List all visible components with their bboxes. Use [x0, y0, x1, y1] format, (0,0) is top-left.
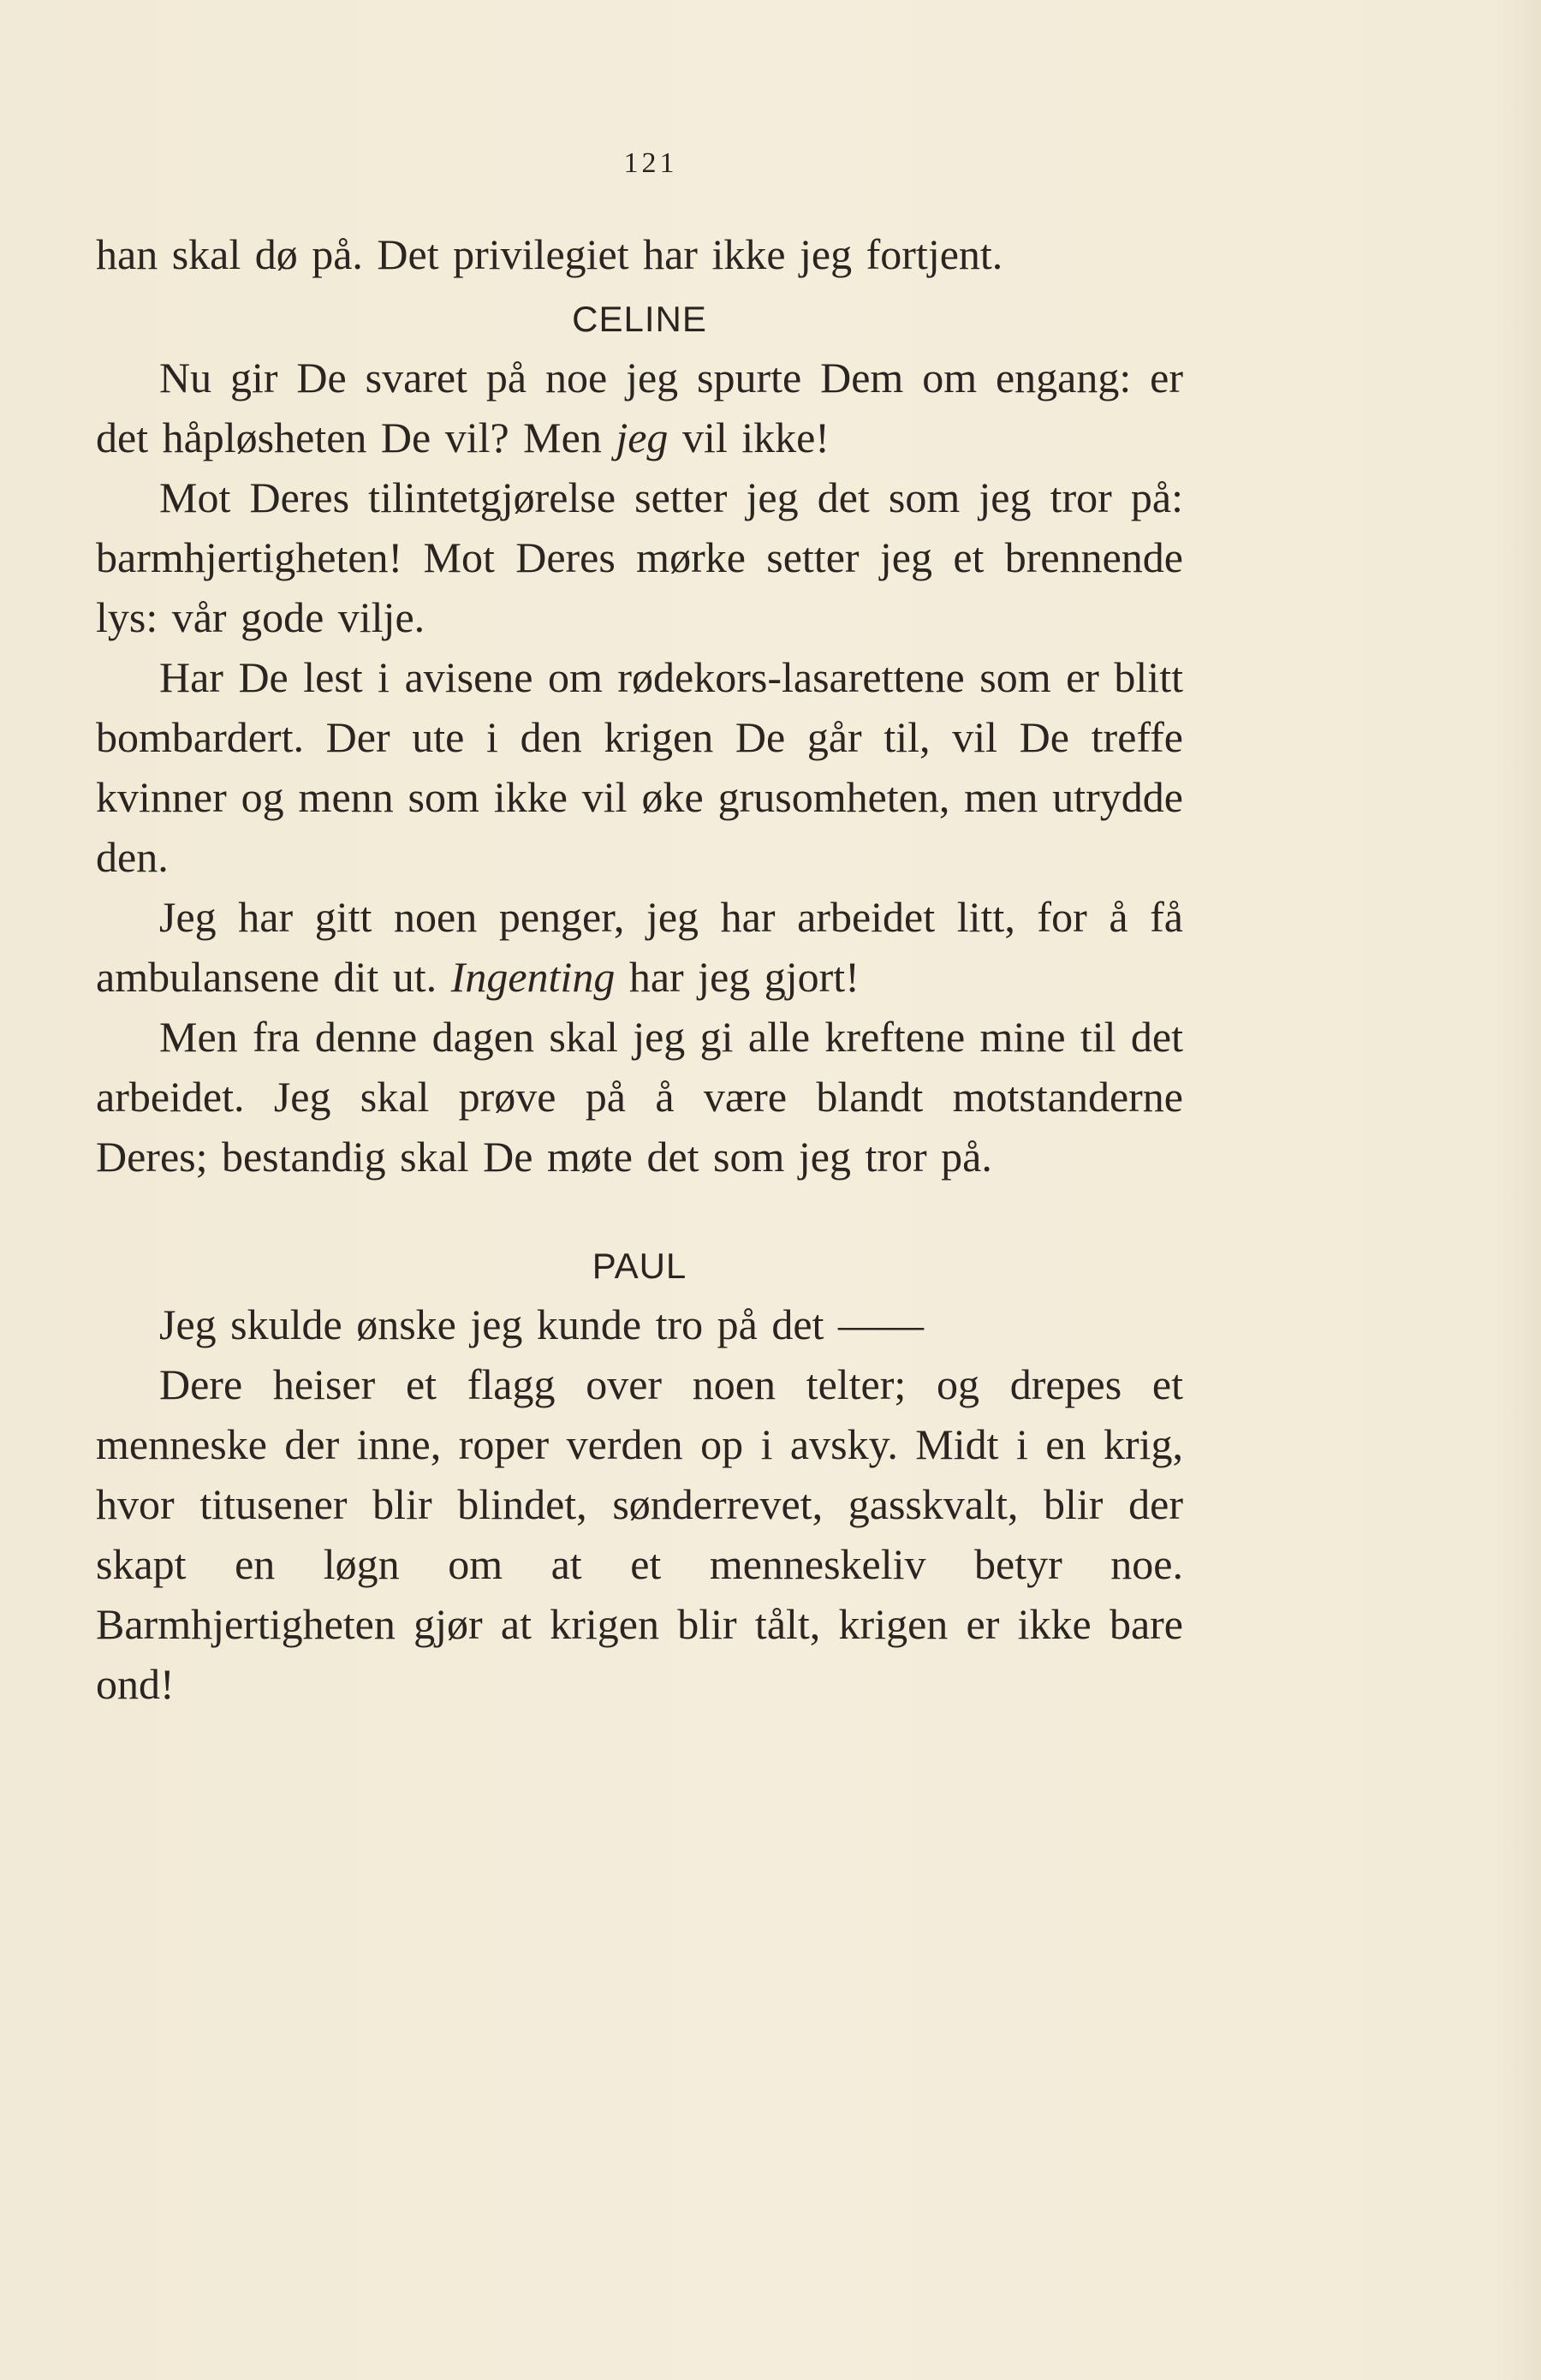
- emphasized-text: Ingenting: [450, 953, 616, 1001]
- paragraph: [96, 467, 1183, 647]
- paragraph: [96, 1007, 1183, 1187]
- page-text: [96, 224, 1183, 1714]
- paragraph-text: Jeg skulde ønske jeg kunde tro på det ——: [159, 1300, 924, 1348]
- paragraph-text: Men fra denne dagen skal jeg gi alle kreftene mine til det arbeidet. Jeg skal prøve på å være blandt motstanderne Deres; bestandig skal De møte det som jeg tror på.: [96, 1013, 1183, 1181]
- paragraph-text: Har De lest i avisene om rødekors-lasarettene som er blitt bombardert. Der ute i den krigen De går til, vil De treffe kvinner og menn som ikke vil øke grusomheten, men utrydde den.: [96, 653, 1183, 881]
- paragraph-text: Jeg har gitt noen penger, jeg har arbeidet litt, for å få ambulansene dit ut.: [96, 893, 1183, 1001]
- paragraph-text: har jeg gjort!: [615, 953, 860, 1001]
- speaker-name: PAUL: [592, 1246, 687, 1286]
- paragraph: [96, 887, 1183, 1007]
- paragraph: [96, 1354, 1183, 1714]
- paragraph-text: Dere heiser et flagg over noen telter; og drepes et menneske der inne, roper verden op i avsky. Midt i en krig, hvor titusener blir blindet, sønderrevet, gasskvalt, blir der skapt en løgn om at et menneskeliv betyr noe. Barmhjertigheten gjør at krigen blir tålt, krigen er ikke bare ond!: [96, 1360, 1183, 1708]
- emphasized-text: jeg: [616, 414, 669, 461]
- page-number: 121: [623, 147, 678, 179]
- paragraph: [96, 1294, 1183, 1354]
- paragraph-text: Nu gir De svaret på noe jeg spurte Dem om engang: er det håpløsheten De vil? Men: [96, 354, 1183, 461]
- paragraph: [96, 647, 1183, 887]
- paragraph-text: Mot Deres tilintetgjørelse setter jeg det som jeg tror på: barmhjertigheten! Mot Deres mørke setter jeg et brennende lys: vår gode vilje.: [96, 473, 1183, 641]
- paragraph: [96, 348, 1183, 467]
- paragraph-text: han skal dø på. Det privilegiet har ikke jeg fortjent.: [96, 230, 1003, 278]
- paragraph: [96, 224, 1183, 284]
- paragraph-text: vil ikke!: [668, 414, 830, 461]
- speaker-name: CELINE: [572, 299, 707, 339]
